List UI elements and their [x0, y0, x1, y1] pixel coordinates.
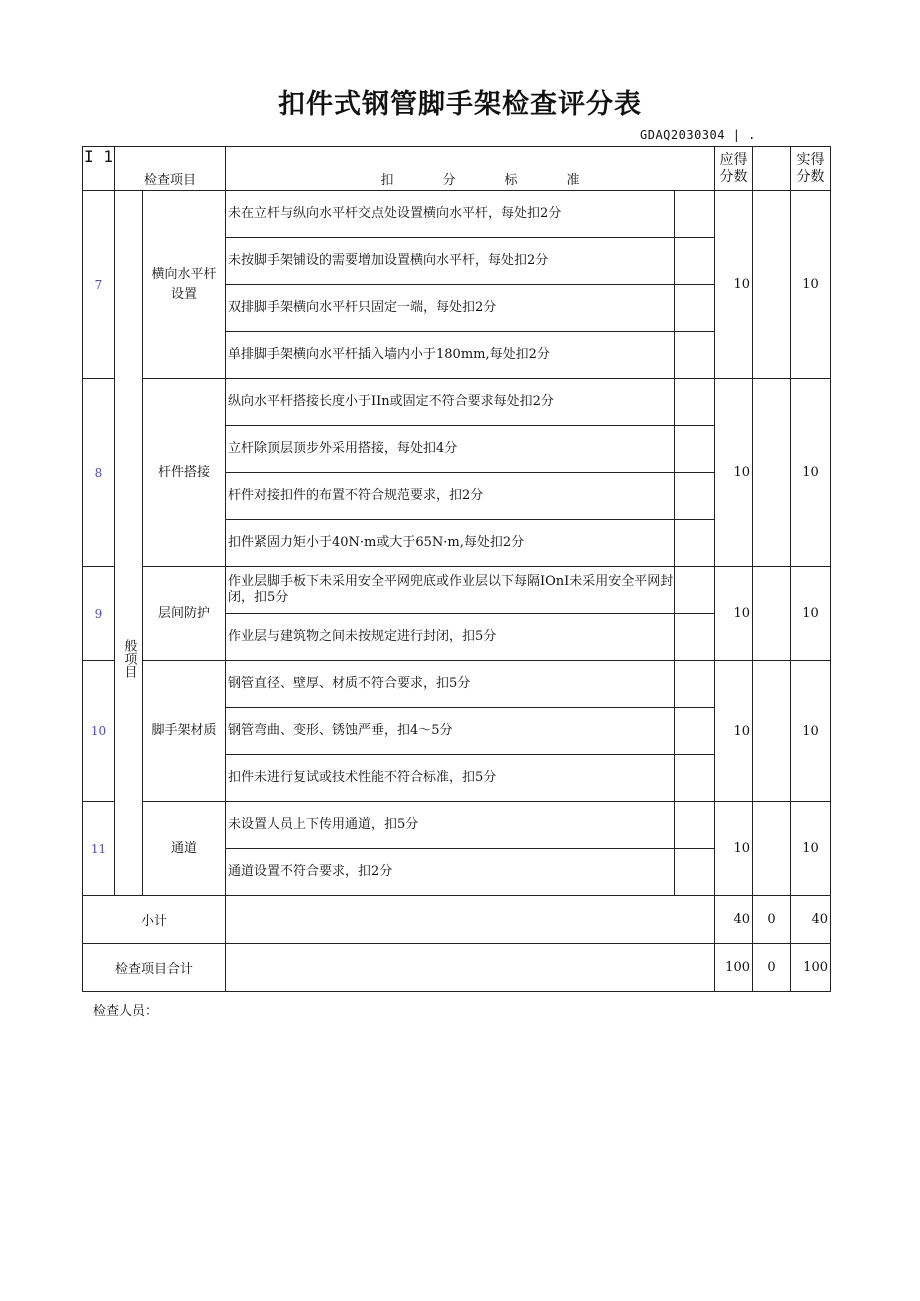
deduction-cell: [675, 567, 715, 614]
deduction-standard: 钢管弯曲、变形、锈蚀严垂，扣4～5分: [226, 708, 675, 755]
actual-score-header-line: 分数: [796, 168, 825, 185]
form-code: GDAQ2030304 | .: [640, 128, 756, 142]
seq-header: I 1: [83, 147, 115, 191]
deduction-standard: 未设置人员上下传用通道，扣5分: [226, 802, 675, 849]
should-score-header: [715, 147, 753, 191]
actual-score-header-line: 实得: [796, 151, 825, 168]
deduction-cell: [675, 661, 715, 708]
total-deduct: 0: [753, 944, 791, 992]
item-number: 7: [83, 191, 115, 379]
deduction-standard: 未按脚手架铺设的需要增加设置横向水平杆，每处扣2分: [226, 238, 675, 285]
standard-row: [83, 379, 831, 426]
deduction-cell: [675, 802, 715, 849]
deducted-score: [753, 567, 791, 661]
deduction-standard: 钢管直径、壁厚、材质不符合要求，扣5分: [226, 661, 675, 708]
deduction-cell: [675, 614, 715, 661]
standard-header-char: 扣: [380, 173, 394, 188]
total-row: [83, 944, 831, 992]
total-actual: 100: [791, 944, 831, 992]
standard-row: [83, 661, 831, 708]
deduction-standard: 通道设置不符合要求，扣2分: [226, 849, 675, 896]
deduct-header: [753, 147, 791, 191]
deduction-cell: [675, 755, 715, 802]
deducted-score: [753, 661, 791, 802]
deducted-score: [753, 379, 791, 567]
deduction-cell: [675, 332, 715, 379]
deduction-standard: 单排脚手架横向水平杆插入墙内小于180mm,每处扣2分: [226, 332, 675, 379]
deduction-cell: [675, 379, 715, 426]
total-blank: [226, 944, 715, 992]
item-number: 8: [83, 379, 115, 567]
actual-score: 10: [791, 802, 831, 896]
header-row: [83, 147, 831, 191]
deduction-standard: 作业层与建筑物之间未按规定进行封闭，扣5分: [226, 614, 675, 661]
standard-header: [226, 147, 715, 191]
deducted-score: [753, 191, 791, 379]
deduction-cell: [675, 191, 715, 238]
actual-score: 10: [791, 661, 831, 802]
deduction-standard: 双排脚手架横向水平杆只固定一端，每处扣2分: [226, 285, 675, 332]
category-label: 般项目: [121, 638, 137, 678]
item-header: 检查项目: [115, 147, 226, 191]
score-table: [82, 146, 831, 992]
should-score-header-line: 分数: [719, 168, 748, 185]
deduction-standard: 立杆除顶层顶步外采用搭接，每处扣4分: [226, 426, 675, 473]
standard-row: [83, 567, 831, 614]
item-number: 9: [83, 567, 115, 661]
subtotal-actual: 40: [791, 896, 831, 944]
deduction-standard: 杆件对接扣件的布置不符合规范要求，扣2分: [226, 473, 675, 520]
deduction-cell: [675, 473, 715, 520]
standard-header-char: 分: [442, 173, 456, 188]
standard-header-char: 准: [566, 173, 580, 188]
deduction-cell: [675, 520, 715, 567]
standard-row: [83, 191, 831, 238]
deduction-cell: [675, 238, 715, 285]
category-cell: [115, 191, 143, 896]
item-number: 10: [83, 661, 115, 802]
subtotal-deduct: 0: [753, 896, 791, 944]
deduction-standard: 扣件紧固力矩小于40N·m或大于65N·m,每处扣2分: [226, 520, 675, 567]
actual-score: 10: [791, 379, 831, 567]
deduction-standard: 未在立杆与纵向水平杆交点处设置横向水平杆，每处扣2分: [226, 191, 675, 238]
deduction-standard: 扣件未进行复试或技术性能不符合标准，扣5分: [226, 755, 675, 802]
deducted-score: [753, 802, 791, 896]
subtotal-should: 40: [715, 896, 753, 944]
should-score: 10: [715, 567, 753, 661]
deduction-cell: [675, 708, 715, 755]
page-title: 扣件式钢管脚手架检查评分表: [278, 89, 642, 120]
actual-score-header: [791, 147, 831, 191]
subtotal-label: 小计: [83, 896, 226, 944]
total-label: 检查项目合计: [83, 944, 226, 992]
item-name: 层间防护: [143, 567, 226, 661]
actual-score: 10: [791, 567, 831, 661]
item-number: 11: [83, 802, 115, 896]
inspector-label: 检查人员：: [93, 1004, 159, 1019]
item-name: 杆件搭接: [143, 379, 226, 567]
deduction-standard: 作业层脚手板下未采用安全平网兜底或作业层以下每隔IOnI未采用安全平网封闭，扣5分: [226, 567, 675, 614]
item-name: 通道: [143, 802, 226, 896]
should-score-header-line: 应得: [719, 151, 748, 168]
should-score: 10: [715, 661, 753, 802]
deduction-cell: [675, 849, 715, 896]
subtotal-row: [83, 896, 831, 944]
should-score: 10: [715, 802, 753, 896]
deduction-cell: [675, 426, 715, 473]
standard-row: [83, 802, 831, 849]
item-name: 脚手架材质: [143, 661, 226, 802]
item-name: 横向水平杆设置: [143, 191, 226, 379]
deduction-cell: [675, 285, 715, 332]
should-score: 10: [715, 191, 753, 379]
total-should: 100: [715, 944, 753, 992]
standard-header-char: 标: [504, 173, 518, 188]
should-score: 10: [715, 379, 753, 567]
subtotal-blank: [226, 896, 715, 944]
deduction-standard: 纵向水平杆搭接长度小于IIn或固定不符合要求每处扣2分: [226, 379, 675, 426]
actual-score: 10: [791, 191, 831, 379]
